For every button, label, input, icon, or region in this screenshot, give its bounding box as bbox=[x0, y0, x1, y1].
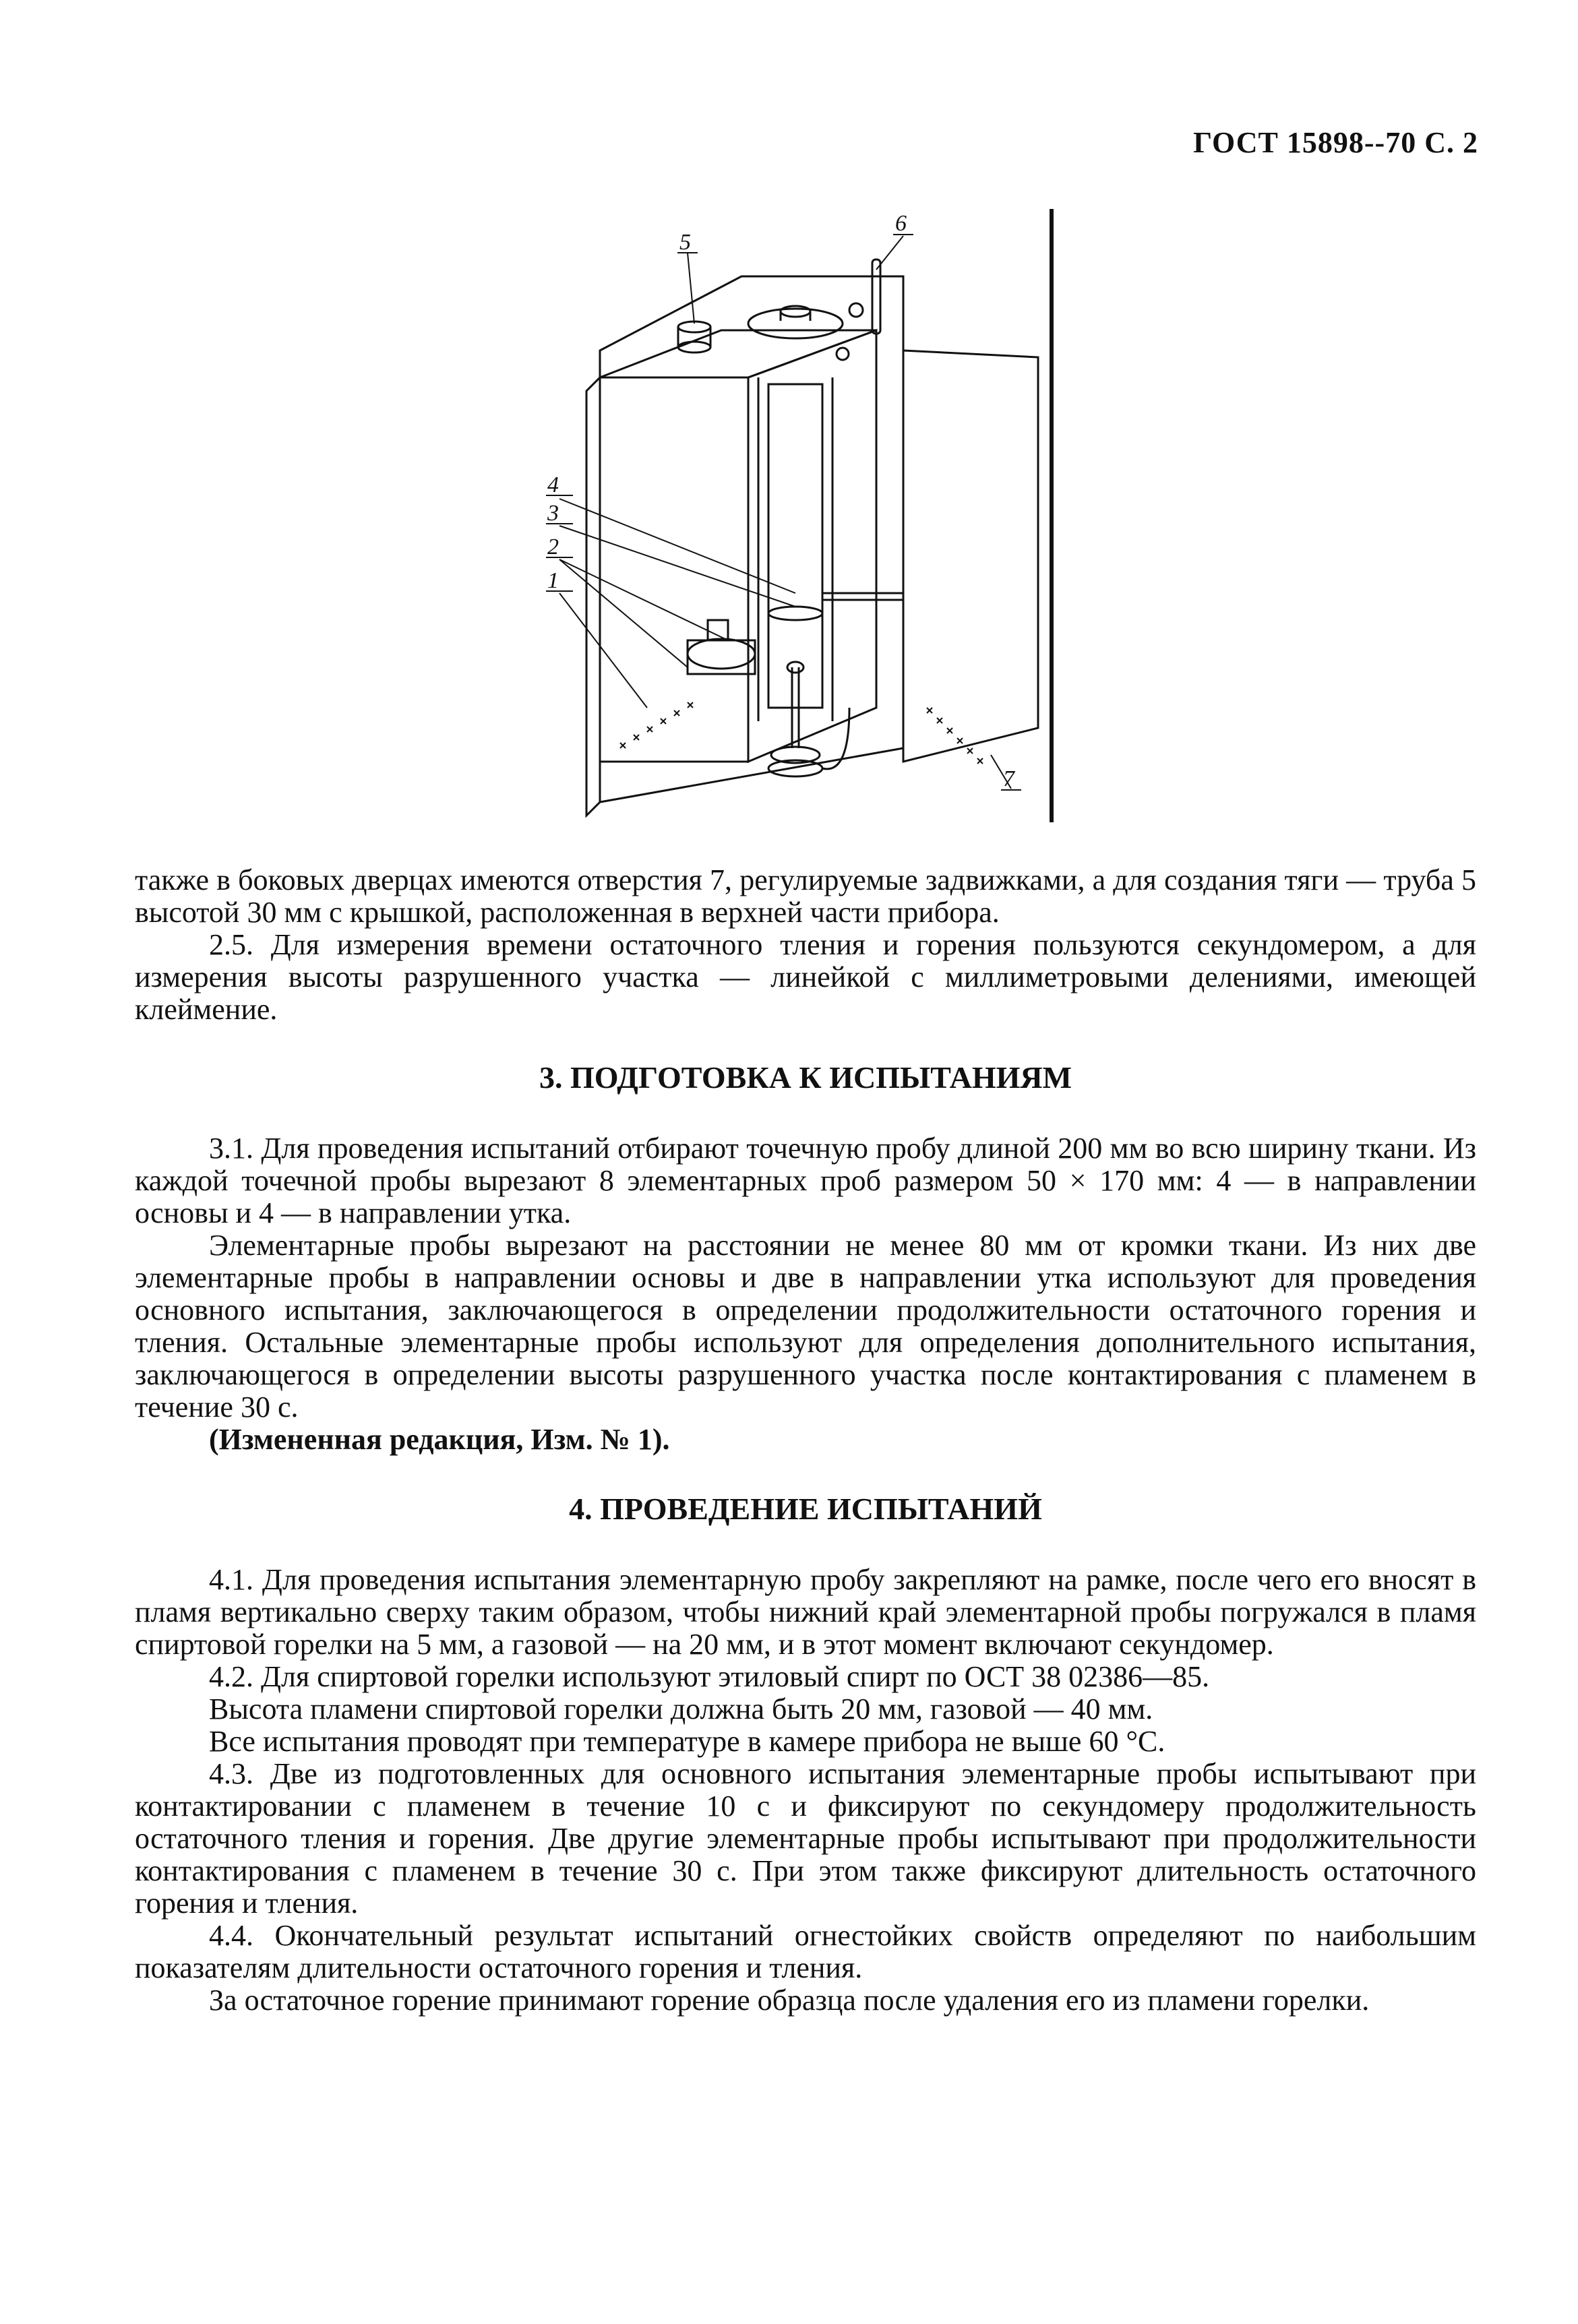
amendment-note: (Измененная редакция, Изм. № 1). bbox=[209, 1423, 670, 1456]
paragraph-3-1: 3.1. Для проведения испытаний отбирают точечную пробу длиной 200 мм во всю ширину ткани. Из каждой точечной пробы вырезают 8 элементарных проб размером 50 × 170 мм: 4 — в направлении основы и 4 — в направлении утка. bbox=[135, 1132, 1476, 1229]
section-4-body bbox=[135, 1564, 1476, 2017]
paragraph-4-2: 4.2. Для спиртовой горелки используют этиловый спирт по ОСТ 38 02386—85. bbox=[209, 1660, 1210, 1693]
paragraph-temperature: Все испытания проводят при температуре в камере прибора не выше 60 °С. bbox=[209, 1725, 1165, 1758]
figure-label-6: 6 bbox=[895, 211, 907, 236]
page-header: ГОСТ 15898--70 С. 2 bbox=[1193, 126, 1478, 159]
paragraph-flame-height: Высота пламени спиртовой горелки должна быть 20 мм, газовой — 40 мм. bbox=[209, 1692, 1153, 1725]
figure-label-2: 2 bbox=[547, 534, 559, 559]
paragraph-4-4: 4.4. Окончательный результат испытаний огнестойких свойств определяют по наибольшим показателям длительности остаточного горения и тления. bbox=[135, 1919, 1476, 1984]
section-4-title: 4. ПРОВЕДЕНИЕ ИСПЫТАНИЙ bbox=[569, 1492, 1042, 1526]
section-3-title: 3. ПОДГОТОВКА К ИСПЫТАНИЯМ bbox=[539, 1060, 1072, 1095]
paragraph-tube-description: также в боковых дверцах имеются отверстия 7, регулируемые задвижками, а для создания тяги — труба 5 высотой 30 мм с крышкой, расположенная в верхней части прибора. bbox=[135, 863, 1476, 929]
paragraph-4-1: 4.1. Для проведения испытания элементарную пробу закрепляют на рамке, после чего его вносят в пламя вертикально сверху таким образом, чтобы нижний край элементарной пробы погружался в пламя спиртовой горелки на 5 мм, а газовой — на 20 мм, и в этот момент включают секундомер. bbox=[135, 1563, 1476, 1661]
section-3-body bbox=[135, 1132, 1476, 1456]
paragraph-3-1-b: Элементарные пробы вырезают на расстоянии не менее 80 мм от кромки ткани. Из них две элементарные пробы в направлении основы и две в направлении утка используют для проведения основного испытания, заключающегося в определении продолжительности остаточного горения и тления. Остальные элементарные пробы используют для определения дополнительного испытания, заключающегося в определении высоты разрушенного участка после контактирования с пламенем в течение 30 с. bbox=[135, 1229, 1476, 1424]
figure-label-1: 1 bbox=[547, 568, 559, 593]
figure-labels bbox=[526, 195, 1079, 856]
paragraph-block-2 bbox=[135, 864, 1476, 1026]
figure-label-4: 4 bbox=[547, 472, 559, 497]
paragraph-2-5: 2.5. Для измерения времени остаточного тления и горения пользуются секундомером, а для измерения высоты разрушенного участка — линейкой с миллиметровыми делениями, имеющей клеймение. bbox=[135, 928, 1476, 1026]
figure-label-7: 7 bbox=[1003, 766, 1014, 791]
figure-label-5: 5 bbox=[679, 230, 691, 255]
figure-label-3: 3 bbox=[547, 501, 559, 526]
paragraph-4-3: 4.3. Две из подготовленных для основного испытания элементарные пробы испытывают при контактировании с пламенем в течение 10 с и фиксируют по секундомеру продолжительность остаточного тления и горения. Две другие элементарные пробы испытывают при продолжительности контактирования с пламенем в течение 30 с. При этом также фиксируют длительность остаточного горения и тления. bbox=[135, 1757, 1476, 1920]
paragraph-afterburning: За остаточное горение принимают горение образца после удаления его из пламени горелки. bbox=[209, 1984, 1370, 2017]
